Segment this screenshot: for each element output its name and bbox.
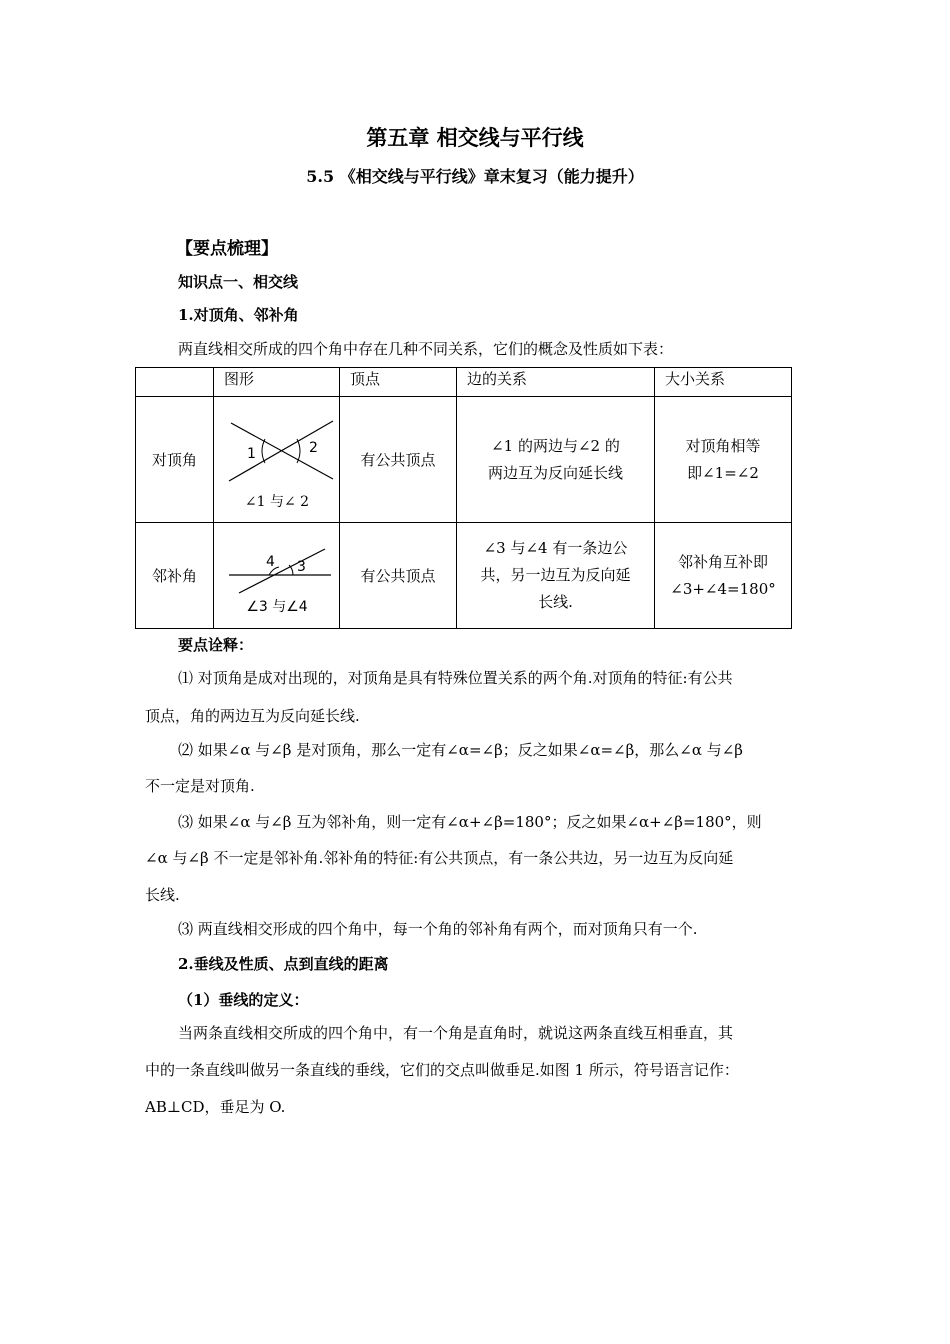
vertex-cell: 有公共顶点 bbox=[340, 397, 457, 523]
size-line: ∠3+∠4=180° bbox=[670, 579, 776, 598]
angle-relations-table bbox=[135, 367, 792, 629]
size-line: 对顶角相等 bbox=[685, 436, 761, 455]
sides-line: 长线. bbox=[538, 593, 573, 611]
note-line: ⑶ 两直线相交形成的四个角中，每一个角的邻补角有两个，而对顶角只有一个. bbox=[178, 920, 698, 938]
angle-label-2: 2 bbox=[308, 440, 318, 456]
knowledge-heading: 知识点一、相交线 bbox=[178, 273, 299, 291]
table-header-cell bbox=[136, 368, 214, 397]
note-line: ⑴ 对顶角是成对出现的，对顶角是具有特殊位置关系的两个角.对顶角的特征:有公共 bbox=[178, 669, 733, 687]
table-header-cell: 图形 bbox=[214, 368, 340, 397]
figure-cell bbox=[214, 523, 340, 629]
sides-line: ∠3 与∠4 有一条边公 bbox=[483, 539, 628, 557]
table-header-cell: 边的关系 bbox=[457, 368, 655, 397]
intro-text: 两直线相交所成的四个角中存在几种不同关系，它们的概念及性质如下表： bbox=[178, 340, 674, 358]
sides-cell bbox=[457, 523, 655, 629]
table-header-cell: 顶点 bbox=[340, 368, 457, 397]
angle-arc-1 bbox=[262, 439, 265, 463]
size-line: 邻补角互补即 bbox=[677, 552, 768, 571]
table-row bbox=[136, 397, 792, 523]
adjacent-angles-figure bbox=[217, 531, 337, 621]
figure-cell bbox=[214, 397, 340, 523]
note-line: ⑶ 如果∠α 与∠β 互为邻补角，则一定有∠α+∠β=180°；反之如果∠α+∠β=180°，则 bbox=[178, 813, 762, 831]
figure-caption: ∠3 与∠4 bbox=[245, 598, 308, 615]
angle-label-1: 1 bbox=[246, 446, 256, 462]
row-name: 邻补角 bbox=[136, 523, 214, 629]
note-line: ⑵ 如果∠α 与∠β 是对顶角，那么一定有∠α=∠β；反之如果∠α=∠β，那么∠α 与∠β bbox=[178, 741, 743, 759]
angle-label-4: 4 bbox=[265, 553, 275, 570]
topic-heading-1: 1.对顶角、邻补角 bbox=[178, 306, 299, 324]
table-header-row bbox=[136, 368, 792, 397]
note-line: ∠α 与∠β 不一定是邻补角.邻补角的特征:有公共顶点，有一条公共边，另一边互为反向延 bbox=[145, 849, 734, 867]
table-row bbox=[136, 523, 792, 629]
row-name: 对顶角 bbox=[136, 397, 214, 523]
page-subtitle: 5.5 《相交线与平行线》章末复习（能力提升） bbox=[306, 167, 644, 186]
note-line: 顶点，角的两边互为反向延长线. bbox=[145, 707, 360, 725]
size-cell bbox=[655, 523, 792, 629]
vertex-cell: 有公共顶点 bbox=[340, 523, 457, 629]
table-header-cell: 大小关系 bbox=[655, 368, 792, 397]
definition-line: 当两条直线相交所成的四个角中，有一个角是直角时，就说这两条直线互相垂直，其 bbox=[178, 1024, 734, 1042]
angle-label-3: 3 bbox=[296, 558, 306, 575]
page-title: 第五章 相交线与平行线 bbox=[366, 125, 584, 150]
section-heading: 【要点梳理】 bbox=[176, 239, 278, 259]
definition-line: AB⊥CD，垂足为 O. bbox=[145, 1098, 286, 1116]
sides-line: 两边互为反向延长线 bbox=[487, 463, 623, 482]
size-cell bbox=[655, 397, 792, 523]
sides-cell bbox=[457, 397, 655, 523]
sides-line: 共，另一边互为反向延 bbox=[480, 566, 631, 584]
note-line: 长线. bbox=[145, 886, 180, 904]
figure-caption: ∠1 与∠ 2 bbox=[244, 494, 309, 510]
topic-subheading: （1）垂线的定义： bbox=[178, 991, 309, 1009]
sides-line: ∠1 的两边与∠2 的 bbox=[491, 436, 620, 455]
topic-heading-2: 2.垂线及性质、点到直线的距离 bbox=[178, 955, 389, 973]
notes-heading: 要点诠释： bbox=[178, 636, 254, 654]
note-line: 不一定是对顶角. bbox=[145, 777, 255, 795]
vertical-angles-figure bbox=[217, 407, 337, 512]
slanted-line bbox=[239, 549, 325, 593]
definition-line: 中的一条直线叫做另一条直线的垂线，它们的交点叫做垂足.如图 1 所示，符号语言记作： bbox=[145, 1061, 739, 1079]
size-line: 即∠1=∠2 bbox=[687, 463, 759, 482]
